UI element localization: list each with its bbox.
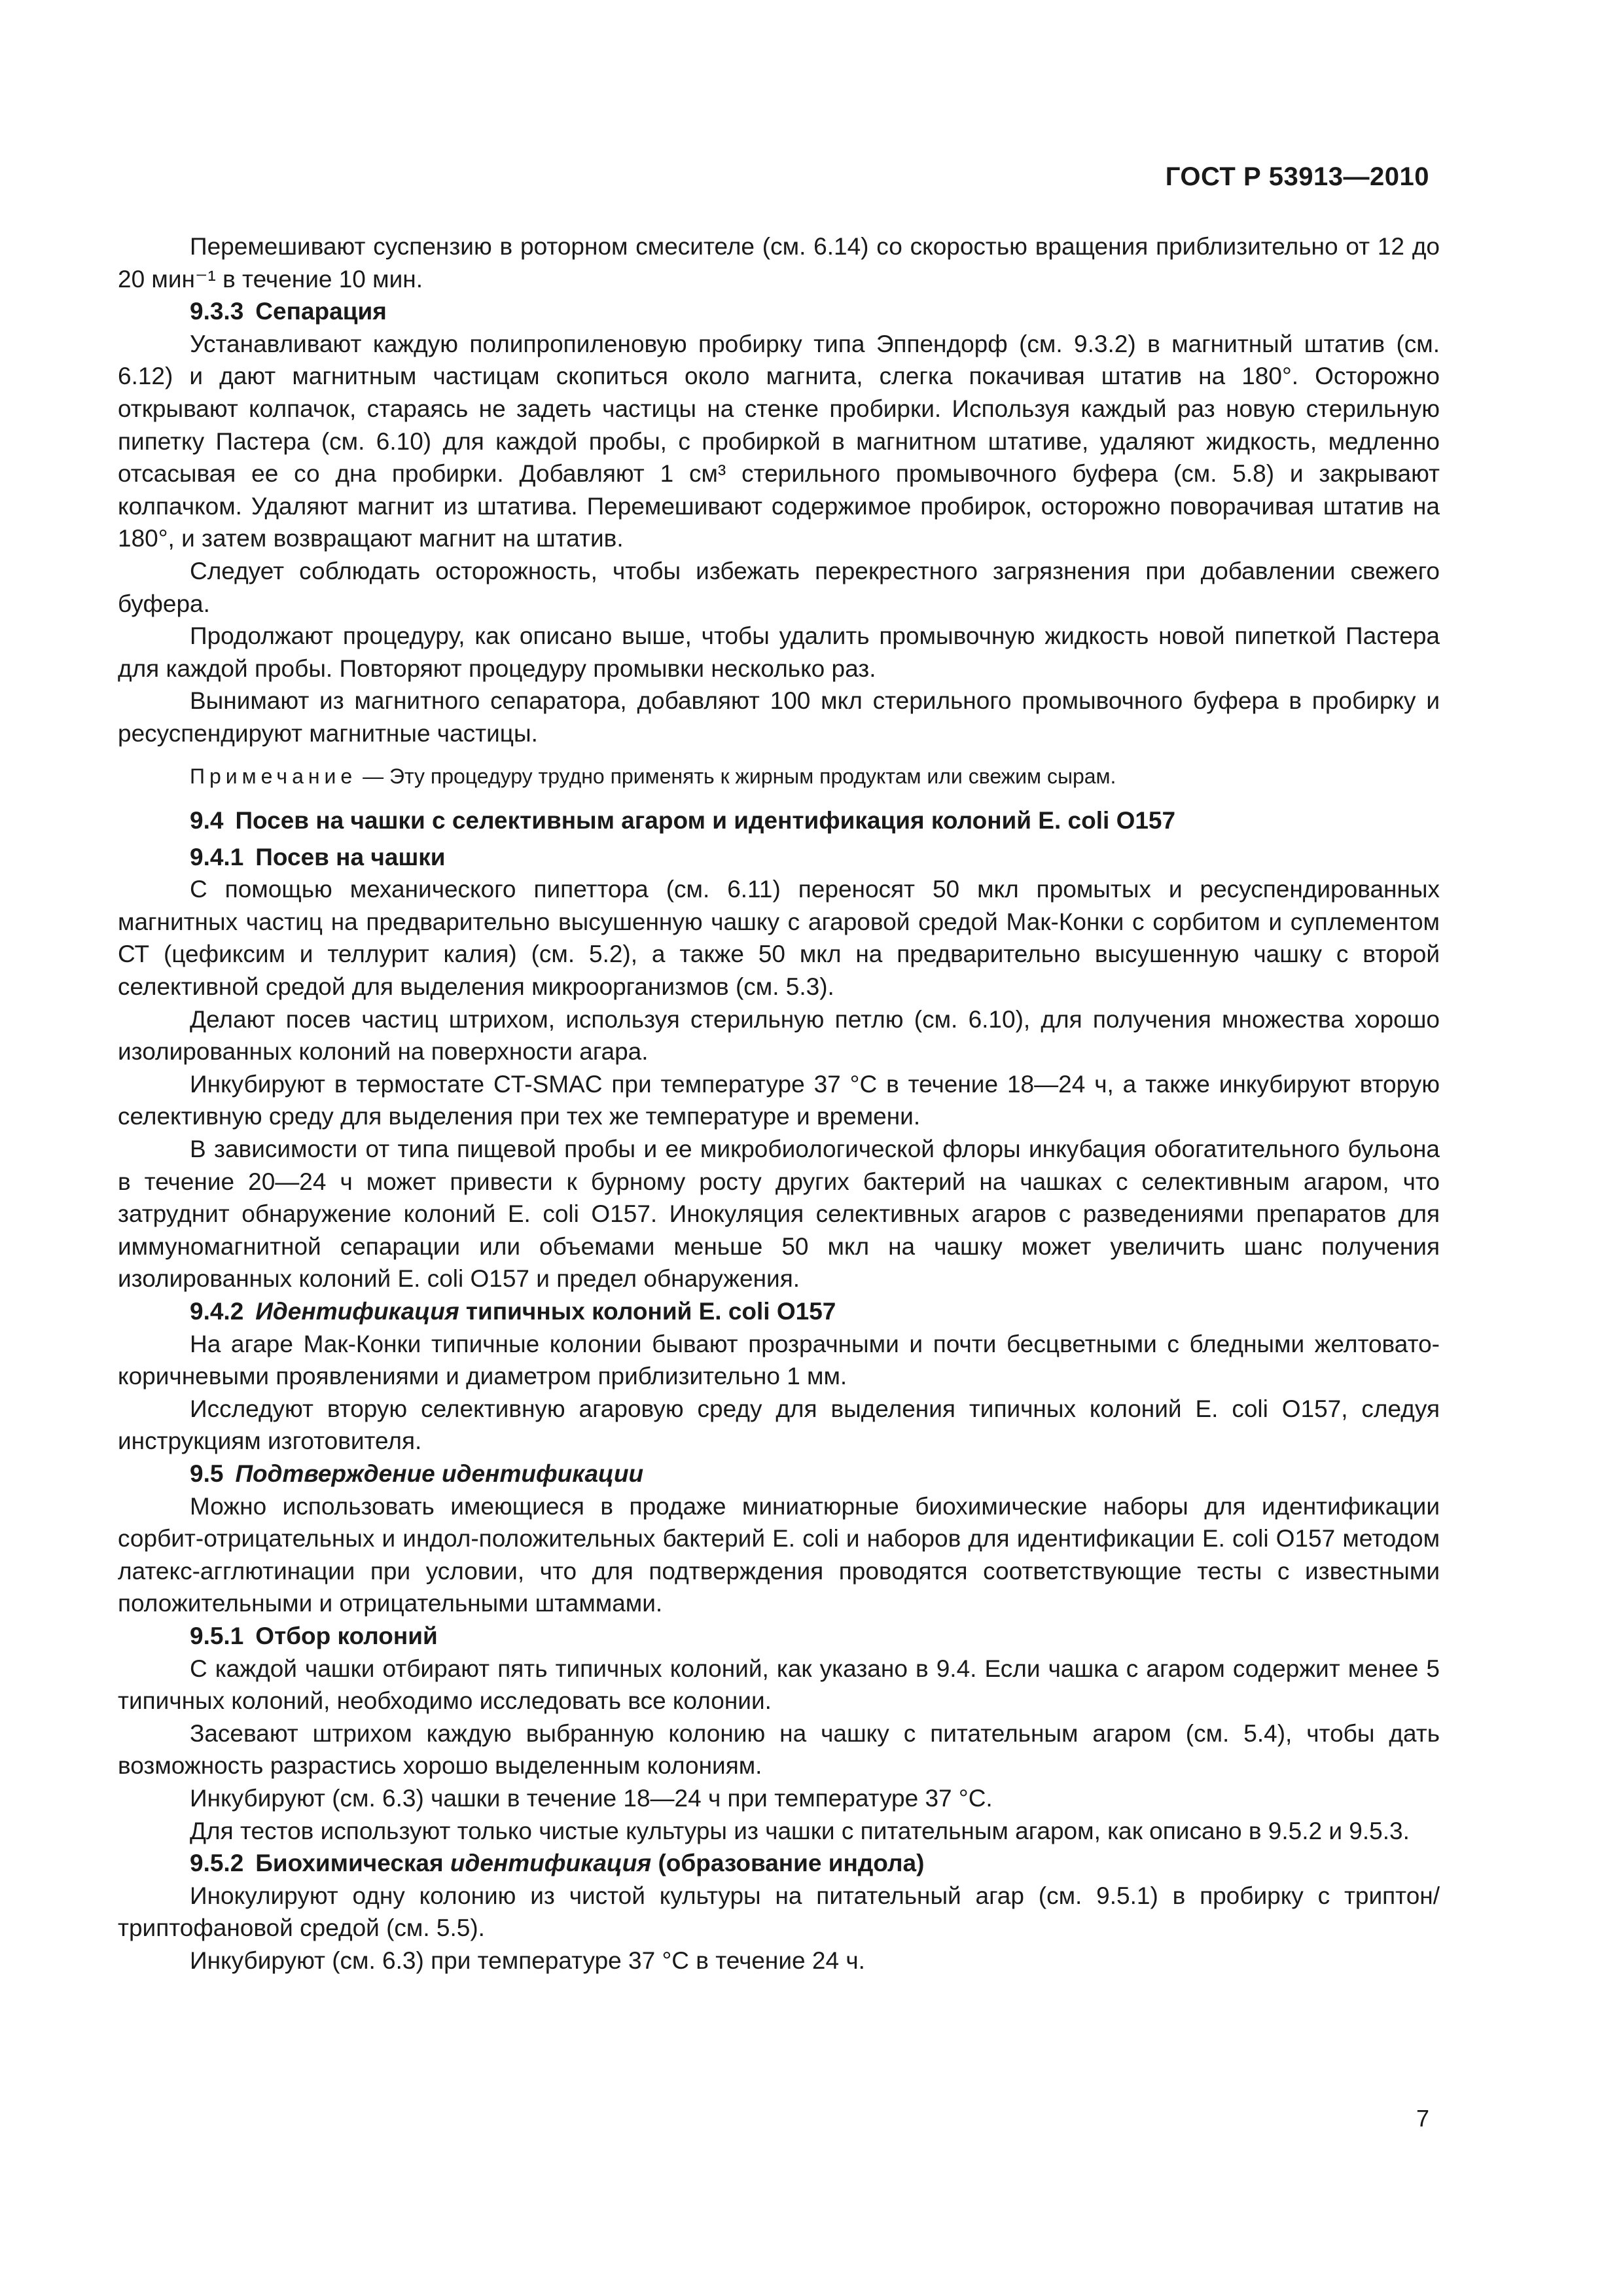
note-label: Примечание	[190, 764, 357, 788]
document-body	[118, 230, 1440, 1977]
paragraph: Следует соблюдать осторожность, чтобы избежать перекрестного загрязнения при добавлении свежего буфера.	[118, 557, 1440, 617]
note	[118, 761, 1440, 793]
paragraph: Продолжают процедуру, как описано выше, чтобы удалить промывочную жидкость новой пипеткой Пастера для каждой пробы. Повторяют процедуру промывки несколько раз.	[118, 622, 1440, 682]
paragraph: С помощью механического пипеттора (см. 6.11) переносят 50 мкл промытых и ресуспендированных магнитных частиц на предварительно высушенную чашку с агаровой средой Мак-Конки с сорбитом и суплементом СТ (цефиксим и теллурит калия) (см. 5.2), а также 50 мкл на предварительно высушенную чашку с второй селективной средой для выделения микроорганизмов (см. 5.3).	[118, 876, 1440, 1001]
heading-text: Биохимическая	[255, 1850, 450, 1877]
section-number: 9.4	[190, 807, 224, 834]
section-heading	[118, 804, 1440, 837]
paragraph: Можно использовать имеющиеся в продаже миниатюрные биохимические наборы для идентификации сорбит-отрицательных и индол-положительных бактерий E. coli и наборов для идентификации E. coli O157 методом латекс-агглютинации при условии, что для подтверждения проводятся соответствующие тесты с известными положительными и отрицательными штаммами.	[118, 1492, 1440, 1617]
heading-text: Посев на чашки с селективным агаром и идентификация колоний E. coli O157	[235, 807, 1176, 834]
section-heading	[118, 1620, 1440, 1653]
paragraph: Исследуют вторую селективную агаровую среду для выделения типичных колоний E. coli O157, следуя инструкциям изготовителя.	[118, 1395, 1440, 1455]
paragraph: Для тестов используют только чистые культуры из чашки с питательным агаром, как описано в 9.5.2 и 9.5.3.	[190, 1817, 1410, 1844]
document-header: ГОСТ Р 53913—2010	[1165, 162, 1429, 191]
paragraph: Перемешивают суспензию в роторном смесителе (см. 6.14) со скоростью вращения приблизительно от 12 до 20 мин⁻¹ в течение 10 мин.	[118, 233, 1440, 293]
heading-text: Сепарация	[255, 298, 387, 325]
heading-text: Отбор колоний	[255, 1622, 438, 1649]
paragraph: На агаре Мак-Конки типичные колонии бывают прозрачными и почти бесцветными с бледными желтовато-коричневыми проявлениями и диаметром приблизительно 1 мм.	[118, 1330, 1440, 1390]
heading-text: типичных колоний E. coli O157	[459, 1298, 836, 1325]
heading-text: Посев на чашки	[255, 843, 446, 870]
section-number: 9.4.1	[190, 843, 244, 870]
section-heading	[118, 1295, 1440, 1328]
section-number: 9.5.1	[190, 1622, 244, 1649]
paragraph: Делают посев частиц штрихом, используя стерильную петлю (см. 6.10), для получения множества хорошо изолированных колоний на поверхности агара.	[118, 1005, 1440, 1066]
paragraph: Засевают штрихом каждую выбранную колонию на чашку с питательным агаром (см. 5.4), чтобы дать возможность разрастись хорошо выделенным колониям.	[118, 1719, 1440, 1780]
section-heading	[118, 295, 1440, 328]
section-heading	[118, 841, 1440, 874]
paragraph: Инкубируют (см. 6.3) чашки в течение 18—24 ч при температуре 37 °С.	[190, 1784, 993, 1812]
paragraph: В зависимости от типа пищевой пробы и ее микробиологической флоры инкубация обогатительного бульона в течение 20—24 ч может привести к бурному росту других бактерий на чашках с селективным агаром, что затруднит обнаружение колоний E. coli O157. Инокуляция селективных агаров с разведениями препаратов для иммуномагнитной сепарации или объемами меньше 50 мкл на чашку может увеличить шанс получения изолированных колоний E. coli O157 и предел обнаружения.	[118, 1136, 1440, 1293]
section-heading	[118, 1458, 1440, 1490]
page-number: 7	[1416, 2105, 1429, 2132]
paragraph: Вынимают из магнитного сепаратора, добавляют 100 мкл стерильного промывочного буфера в пробирку и ресуспендируют магнитные частицы.	[118, 687, 1440, 747]
note-text: — Эту процедуру трудно применять к жирным продуктам или свежим сырам.	[357, 764, 1116, 788]
heading-text: (образование индола)	[651, 1850, 925, 1877]
heading-italic-text: идентификация	[450, 1850, 652, 1877]
paragraph: Инокулируют одну колонию из чистой культуры на питательный агар (см. 9.5.1) в пробирку с триптон/триптофановой средой (см. 5.5).	[118, 1882, 1440, 1942]
paragraph: Устанавливают каждую полипропиленовую пробирку типа Эппендорф (см. 9.3.2) в магнитный штатив (см. 6.12) и дают магнитным частицам скопиться около магнита, слегка покачивая штатив на 180°. Осторожно открывают колпачок, стараясь не задеть частицы на стенке пробирки. Используя каждый раз новую стерильную пипетку Пастера (см. 6.10) для каждой пробы, с пробиркой в магнитном штативе, удаляют жидкость, медленно отсасывая ее со дна пробирки. Добавляют 1 см³ стерильного промывочного буфера (см. 5.8) и закрывают колпачком. Удаляют магнит из штатива. Перемешивают содержимое пробирок, осторожно поворачивая штатив на 180°, и затем возвращают магнит на штатив.	[118, 330, 1440, 552]
section-number: 9.3.3	[190, 298, 244, 325]
heading-italic-text: Идентификация	[255, 1298, 459, 1325]
heading-italic-text: Подтверждение идентификации	[235, 1460, 644, 1487]
section-number: 9.4.2	[190, 1298, 244, 1325]
section-heading	[118, 1847, 1440, 1880]
paragraph: Инкубируют (см. 6.3) при температуре 37 °С в течение 24 ч.	[190, 1946, 865, 1974]
section-number: 9.5	[190, 1460, 224, 1487]
section-number: 9.5.2	[190, 1850, 244, 1877]
paragraph: С каждой чашки отбирают пять типичных колоний, как указано в 9.4. Если чашка с агаром содержит менее 5 типичных колоний, необходимо исследовать все колонии.	[118, 1655, 1440, 1715]
paragraph: Инкубируют в термостате CT-SMAC при температуре 37 °С в течение 18—24 ч, а также инкубируют вторую селективную среду для выделения при тех же температуре и времени.	[118, 1070, 1440, 1130]
